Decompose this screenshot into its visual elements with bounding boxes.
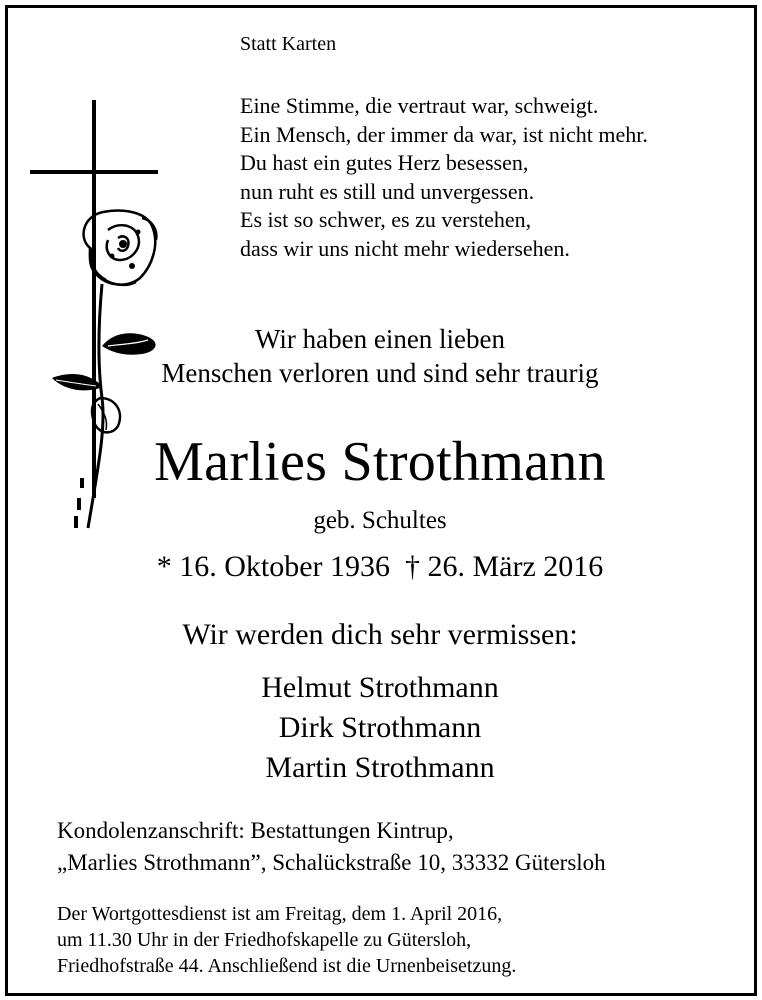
- poem-line: Eine Stimme, die vertraut war, schweigt.: [240, 93, 599, 118]
- poem-line: Du hast ein gutes Herz besessen,: [240, 150, 529, 175]
- statt-karten-label: Statt Karten: [240, 33, 337, 55]
- condolence-line-1: Kondolenzanschrift: Bestattungen Kintrup,: [57, 818, 454, 843]
- poem: [240, 92, 648, 263]
- intro-text: [30, 322, 730, 390]
- deceased-name: Marlies Strothmann: [154, 431, 606, 493]
- service-line-1: Der Wortgottesdienst ist am Freitag, dem 1. April 2016,: [57, 903, 503, 925]
- service-info: [57, 901, 516, 979]
- condolence-line-2: „Marlies Strothmann”, Schalückstraße 10, 33332 Gütersloh: [57, 850, 606, 875]
- poem-line: Ein Mensch, der immer da war, ist nicht mehr.: [240, 121, 648, 147]
- mourners-heading: Wir werden dich sehr vermissen:: [182, 618, 578, 651]
- intro-line-2: Menschen verloren und sind sehr traurig: [161, 358, 599, 388]
- service-line-3: Friedhofstraße 44. Anschließend ist die Urnenbeisetzung.: [57, 955, 517, 977]
- life-dates: * 16. Oktober 1936 † 26. März 2016: [156, 550, 604, 583]
- poem-line: Es ist so schwer, es zu verstehen,: [240, 207, 532, 232]
- poem-line: dass wir uns nicht mehr wiedersehen.: [240, 235, 570, 261]
- mourners-list: [30, 668, 730, 788]
- intro-line-1: Wir haben einen lieben: [254, 324, 506, 354]
- mourner-name: Helmut Strothmann: [261, 671, 499, 704]
- condolence-address: [57, 815, 606, 879]
- mourner-name: Dirk Strothmann: [278, 711, 482, 744]
- service-line-2: um 11.30 Uhr in der Friedhofskapelle zu Gütersloh,: [57, 929, 472, 951]
- birth-name: geb. Schultes: [313, 507, 447, 534]
- poem-line: nun ruht es still und unvergessen.: [240, 178, 535, 204]
- mourner-name: Martin Strothmann: [265, 751, 495, 784]
